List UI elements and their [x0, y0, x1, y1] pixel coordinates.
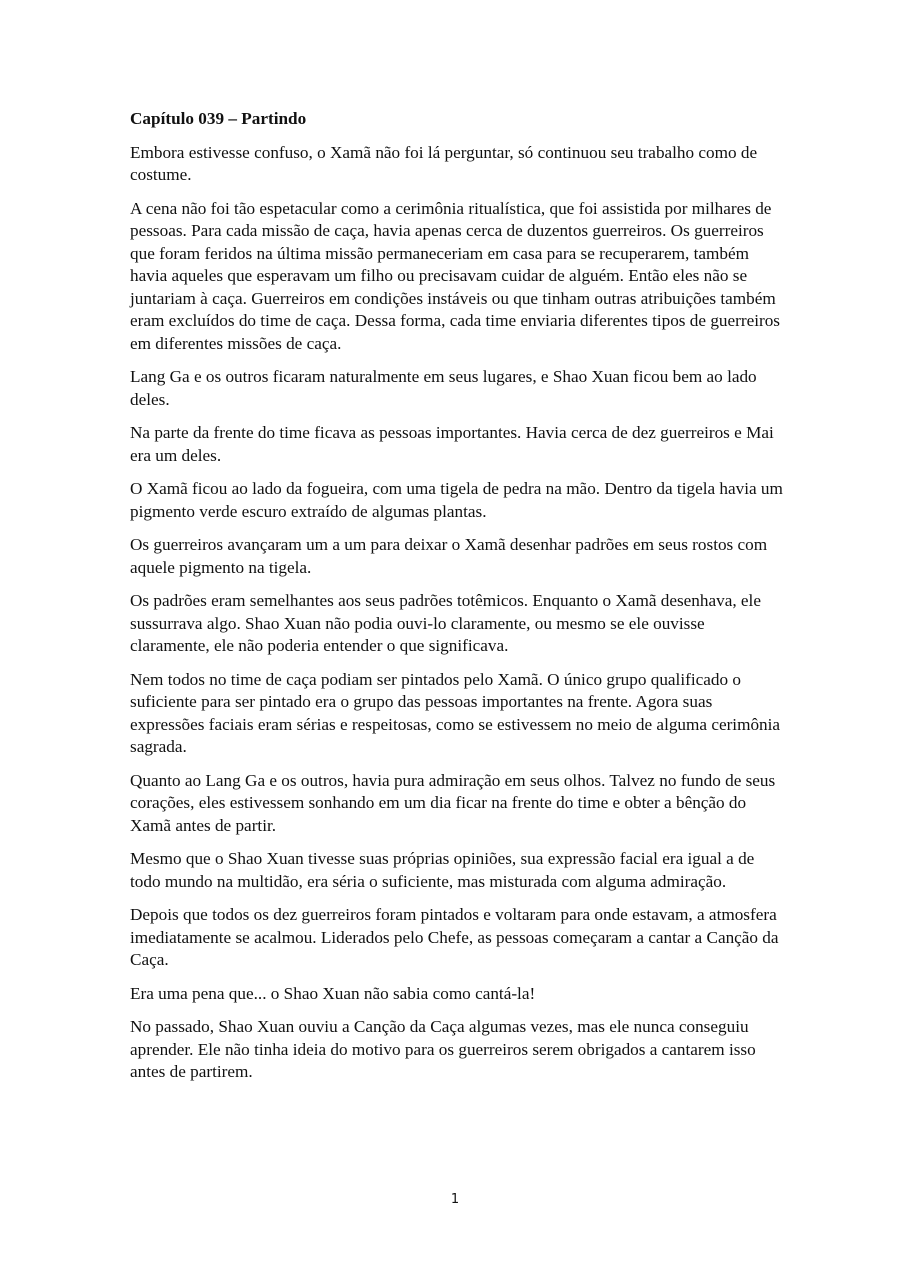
paragraph: Nem todos no time de caça podiam ser pintados pelo Xamã. O único grupo qualificado o suficiente para ser pintado era o grupo das pessoas importantes na frente. Agora suas expressões faciais eram sérias e respeitosas, como se estivessem no meio de alguma cerimônia sagrada.	[130, 669, 781, 756]
paragraph: Depois que todos os dez guerreiros foram pintados e voltaram para onde estavam, a atmosfera imediatamente se acalmou. Liderados pelo Chefe, as pessoas começaram a cantar a Canção da Caça.	[130, 905, 779, 969]
paragraph: Embora estivesse confuso, o Xamã não foi lá perguntar, só continuou seu trabalho como de costume.	[130, 142, 758, 184]
paragraph: Mesmo que o Shao Xuan tivesse suas próprias opiniões, sua expressão facial era igual a de todo mundo na multidão, era séria o suficiente, mas misturada com alguma admiração.	[130, 849, 755, 891]
paragraph: Os padrões eram semelhantes aos seus padrões totêmicos. Enquanto o Xamã desenhava, ele sussurrava algo. Shao Xuan não podia ouvi-lo claramente, ou mesmo se ele ouvisse claramente, ele não poderia entender o que significava.	[130, 591, 761, 655]
paragraph: Na parte da frente do time ficava as pessoas importantes. Havia cerca de dez guerreiros e Mai era um deles.	[130, 423, 774, 465]
chapter-title: Capítulo 039 – Partindo	[130, 109, 307, 128]
page-content	[130, 108, 785, 1095]
page-number: 1	[450, 1192, 460, 1207]
paragraph: Quanto ao Lang Ga e os outros, havia pura admiração em seus olhos. Talvez no fundo de seus corações, eles estivessem sonhando em um dia ficar na frente do time e obter a bênção do Xamã antes de partir.	[130, 770, 776, 835]
paragraph: Os guerreiros avançaram um a um para deixar o Xamã desenhar padrões em seus rostos com aquele pigmento na tigela.	[130, 535, 768, 577]
paragraph: A cena não foi tão espetacular como a cerimônia ritualística, que foi assistida por milhares de pessoas. Para cada missão de caça, havia apenas cerca de duzentos guerreiros. Os guerreiros que foram feridos na última missão permaneceriam em casa para se recuperarem, também havia aqueles que esperavam um filho ou precisavam cuidar de alguém. Então eles não se juntariam à caça. Guerreiros em condições instáveis ou que tinham outras atribuições também eram excluídos do time de caça. Dessa forma, cada time enviaria diferentes tipos de guerreiros em diferentes missões de caça.	[130, 198, 780, 353]
paragraph: No passado, Shao Xuan ouviu a Canção da Caça algumas vezes, mas ele nunca conseguiu aprender. Ele não tinha ideia do motivo para os guerreiros serem obrigados a cantarem isso antes de partirem.	[130, 1017, 756, 1081]
paragraph: Era uma pena que... o Shao Xuan não sabia como cantá-la!	[130, 983, 536, 1003]
paragraph: Lang Ga e os outros ficaram naturalmente em seus lugares, e Shao Xuan ficou bem ao lado deles.	[130, 367, 757, 409]
paragraph: O Xamã ficou ao lado da fogueira, com uma tigela de pedra na mão. Dentro da tigela havia um pigmento verde escuro extraído de algumas plantas.	[130, 479, 783, 521]
